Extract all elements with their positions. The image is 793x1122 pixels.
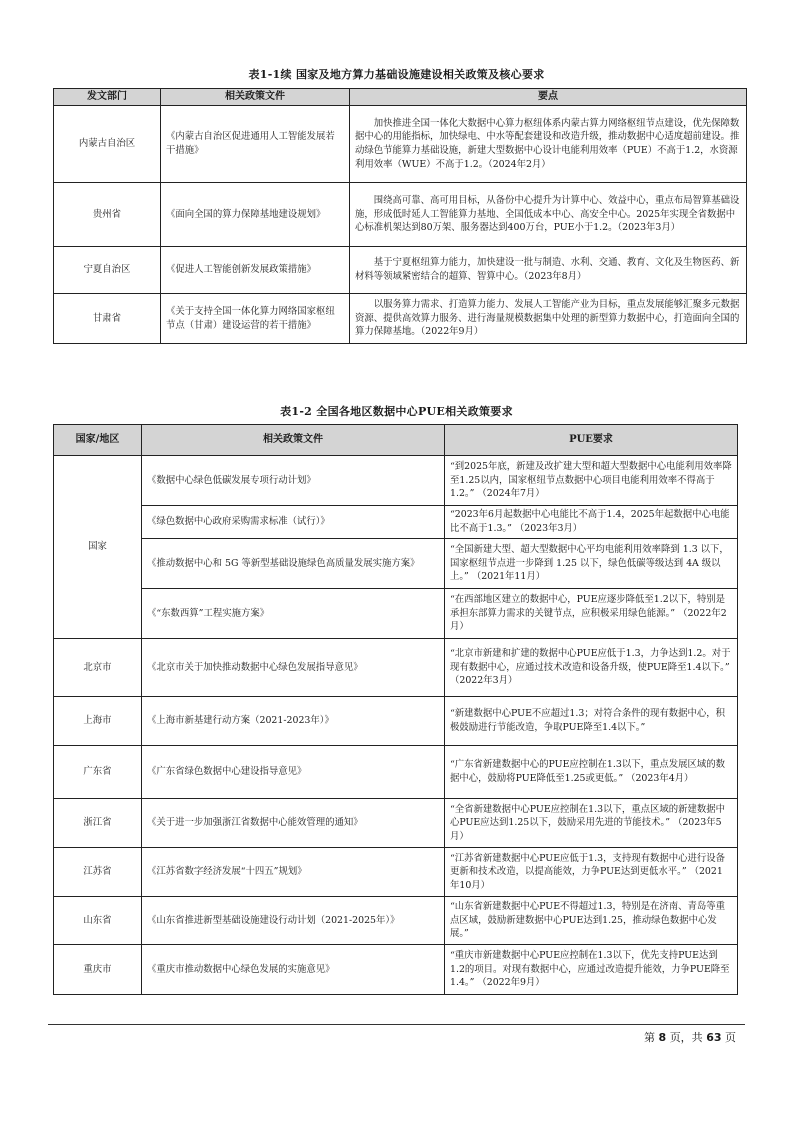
table1-caption: 表1-1续 国家及地方算力基础设施建设相关政策及核心要求 — [248, 68, 545, 81]
doc-cell: 《数据中心绿色低碳发展专项行动计划》 — [142, 456, 445, 506]
points-cell: 基于宁夏枢纽算力能力，加快建设一批与制造、水利、交通、教育、文化及生物医药、新材料等领域紧密结合的超算、智算中心。（2023年8月） — [350, 247, 747, 294]
table-row — [54, 506, 738, 539]
doc-cell: 《山东省推进新型基础设施建设行动计划（2021-2025年）》 — [142, 897, 445, 945]
table-row — [54, 106, 747, 183]
pue-cell: “在西部地区建立的数据中心，PUE应逐步降低至1.2以下，特别是承担东部算力需求的关键节点，应积极采用绿色能源。” （2022年2月） — [445, 589, 738, 639]
doc-cell: 《推动数据中心和 5G 等新型基础设施绿色高质量发展实施方案》 — [142, 539, 445, 589]
pue-cell: “2023年6月起数据中心电能比不高于1.4，2025年起数据中心电能比不高于1.3。” （2023年3月） — [445, 506, 738, 539]
pue-cell: “全省新建数据中心PUE应控制在1.3以下，重点区域的新建数据中心PUE应达到1.25以下，鼓励采用先进的节能技术。” （2023年5月） — [445, 799, 738, 848]
dept-cell: 内蒙古自治区 — [54, 106, 161, 183]
doc-cell: 《关于进一步加强浙江省数据中心能效管理的通知》 — [142, 799, 445, 848]
pue-cell: “山东省新建数据中心PUE不得超过1.3，特别是在济南、青岛等重点区域，鼓励新建数据中心PUE达到1.25，推动绿色数据中心发展。” — [445, 897, 738, 945]
dept-cell: 贵州省 — [54, 183, 161, 247]
doc-cell: 《北京市关于加快推动数据中心绿色发展指导意见》 — [142, 639, 445, 697]
header-doc: 相关政策文件 — [161, 89, 350, 106]
page-number: 第 8 页，共 63 页 — [644, 1031, 736, 1044]
doc-cell: 《关于支持全国一体化算力网络国家枢纽节点（甘肃）建设运营的若干措施》 — [161, 294, 350, 344]
header-points: 要点 — [350, 89, 747, 106]
table-row — [54, 799, 738, 848]
table-row — [54, 897, 738, 945]
table2-caption: 表1-2 全国各地区数据中心PUE相关政策要求 — [280, 405, 513, 418]
dept-cell: 宁夏自治区 — [54, 247, 161, 294]
table-row — [54, 539, 738, 589]
pue-cell: “新建数据中心PUE不应超过1.3；对符合条件的现有数据中心，积极鼓励进行节能改造，争取PUE降至1.4以下。” — [445, 697, 738, 746]
doc-cell: 《上海市新基建行动方案（2021-2023年）》 — [142, 697, 445, 746]
pue-cell: “广东省新建数据中心的PUE应控制在1.3以下，重点发展区域的数据中心，鼓励将PUE降低至1.25或更低。” （2023年4月） — [445, 746, 738, 799]
table-row — [54, 456, 738, 506]
region-cell: 广东省 — [54, 746, 142, 799]
points-cell: 加快推进全国一体化大数据中心算力枢纽体系内蒙古算力网络枢纽节点建设，优先保障数据中心的用能指标，加快绿电、中水等配套建设和改造升级，推动数据中心适度超前建设。推动绿色节能算力基础设施，新建大型数据中心设计电能利用效率（PUE）不高于1.2，水资源利用效率（WUE）不高于1.2。（2024年2月） — [350, 106, 747, 183]
table-row — [54, 247, 747, 294]
header-pue: PUE要求 — [445, 425, 738, 456]
region-cell: 北京市 — [54, 639, 142, 697]
doc-cell: 《广东省绿色数据中心建设指导意见》 — [142, 746, 445, 799]
pue-policy-table — [53, 424, 738, 995]
table-row — [54, 639, 738, 697]
pue-cell: “到2025年底，新建及改扩建大型和超大型数据中心电能利用效率降至1.25以内，国家枢纽节点数据中心项目电能利用效率不得高于1.2。” （2024年7月） — [445, 456, 738, 506]
pue-cell: “江苏省新建数据中心PUE应低于1.3，支持现有数据中心进行设备更新和技术改造，以提高能效，力争PUE达到更低水平。” （2021年10月） — [445, 848, 738, 897]
region-cell: 山东省 — [54, 897, 142, 945]
table-header-row — [54, 89, 747, 106]
points-cell: 以服务算力需求、打造算力能力、发展人工智能产业为目标，重点发展能够汇聚多元数据资源、提供高效算力服务、进行海量规模数据集中处理的新型算力数据中心，打造面向全国的算力保障基地。（2022年9月） — [350, 294, 747, 344]
doc-cell: 《面向全国的算力保障基地建设规划》 — [161, 183, 350, 247]
doc-cell: 《内蒙古自治区促进通用人工智能发展若干措施》 — [161, 106, 350, 183]
table-row — [54, 697, 738, 746]
doc-cell: 《促进人工智能创新发展政策措施》 — [161, 247, 350, 294]
table-row — [54, 294, 747, 344]
table-row — [54, 746, 738, 799]
table-row — [54, 848, 738, 897]
header-doc: 相关政策文件 — [142, 425, 445, 456]
policy-table-continued — [53, 88, 747, 344]
doc-cell: 《“东数西算”工程实施方案》 — [142, 589, 445, 639]
table-row — [54, 589, 738, 639]
region-cell: 浙江省 — [54, 799, 142, 848]
pue-cell: “全国新建大型、超大型数据中心平均电能利用效率降到 1.3 以下，国家枢纽节点进一步降到 1.25 以下，绿色低碳等级达到 4A 级以上。” （2021年11月） — [445, 539, 738, 589]
table-header-row — [54, 425, 738, 456]
pue-cell: “北京市新建和扩建的数据中心PUE应低于1.3，力争达到1.2。对于现有数据中心，应通过技术改造和设备升级，使PUE降至1.4以下。” （2022年3月） — [445, 639, 738, 697]
pue-cell: “重庆市新建数据中心PUE应控制在1.3以下，优先支持PUE达到1.2的项目。对现有数据中心，应通过改造提升能效，力争PUE降至1.4。” （2022年9月） — [445, 945, 738, 995]
region-cell: 重庆市 — [54, 945, 142, 995]
doc-cell: 《重庆市推动数据中心绿色发展的实施意见》 — [142, 945, 445, 995]
doc-cell: 《江苏省数字经济发展“十四五”规划》 — [142, 848, 445, 897]
dept-cell: 甘肃省 — [54, 294, 161, 344]
table-row — [54, 183, 747, 247]
header-region: 国家/地区 — [54, 425, 142, 456]
region-cell: 江苏省 — [54, 848, 142, 897]
region-cell: 上海市 — [54, 697, 142, 746]
points-cell: 围绕高可靠、高可用目标，从备份中心提升为计算中心、效益中心，重点布局智算基础设施，形成低时延人工智能算力基地、全国低成本中心、高安全中心。2025年实现全省数据中心标准机架达到80万架、服务器达到400万台，PUE小于1.2。（2023年3月） — [350, 183, 747, 247]
doc-cell: 《绿色数据中心政府采购需求标准（试行）》 — [142, 506, 445, 539]
table-row — [54, 945, 738, 995]
footer-divider — [48, 1024, 745, 1025]
header-dept: 发文部门 — [54, 89, 161, 106]
region-cell: 国家 — [54, 456, 142, 639]
